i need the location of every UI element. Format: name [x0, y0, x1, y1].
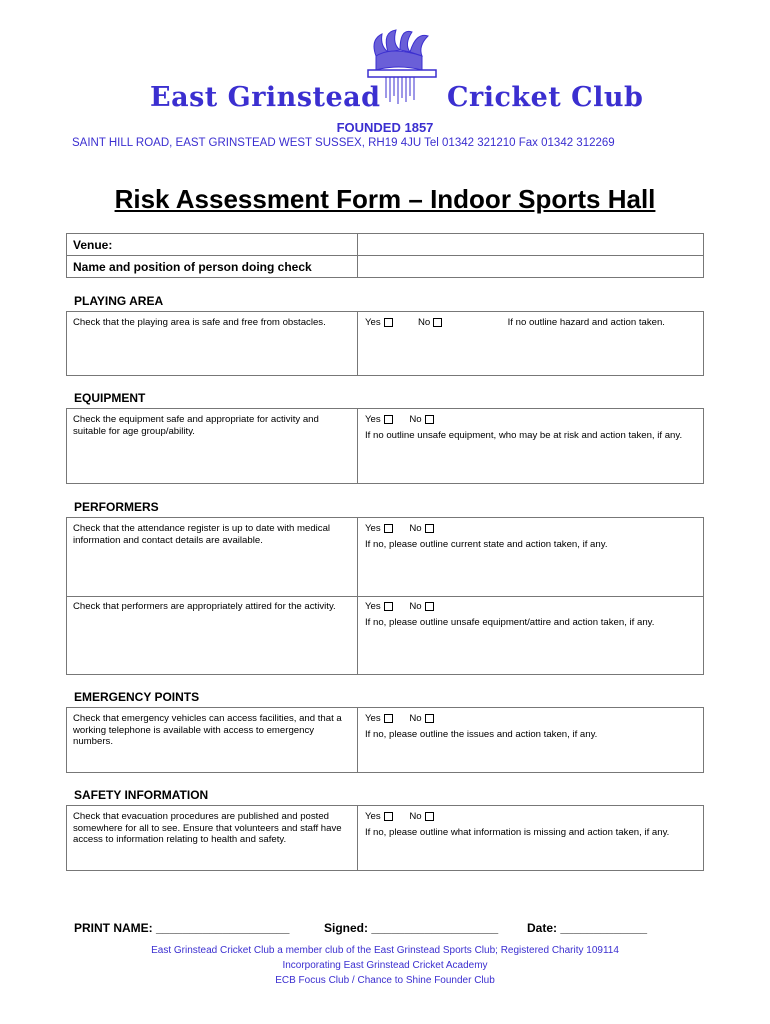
- no-label: No: [409, 523, 422, 534]
- date-field[interactable]: Date: _____________: [527, 921, 648, 935]
- no-label: No: [409, 414, 422, 425]
- yes-checkbox[interactable]: [384, 812, 393, 821]
- yes-label: Yes: [365, 713, 381, 724]
- section-heading-playing-area: PLAYING AREA: [74, 294, 164, 308]
- venue-field[interactable]: [358, 234, 704, 256]
- no-label: No: [409, 713, 422, 724]
- emergency-box: [66, 707, 704, 773]
- performers-question-1: Check that the attendance register is up to date with medical information and contact details are available.: [73, 523, 331, 546]
- emergency-note: If no, please outline the issues and action taken, if any.: [365, 728, 598, 740]
- venue-label: Venue:: [67, 234, 358, 256]
- yes-label: Yes: [365, 414, 381, 425]
- yes-checkbox[interactable]: [384, 714, 393, 723]
- performers-note-1: If no, please outline current state and action taken, if any.: [365, 538, 608, 550]
- section-heading-equipment: EQUIPMENT: [74, 391, 146, 405]
- performers-box: [66, 517, 704, 675]
- emergency-answer: [365, 713, 695, 740]
- club-address: SAINT HILL ROAD, EAST GRINSTEAD WEST SUSSEX, RH19 4JU Tel 01342 321210 Fax 01342 312269: [72, 137, 615, 149]
- yes-label: Yes: [365, 601, 381, 612]
- playing-area-question: Check that the playing area is safe and free from obstacles.: [73, 317, 326, 328]
- club-crest-logo: [362, 26, 442, 106]
- no-checkbox[interactable]: [425, 602, 434, 611]
- yes-checkbox[interactable]: [384, 602, 393, 611]
- section-heading-emergency: EMERGENCY POINTS: [74, 690, 200, 704]
- performers-note-2: If no, please outline unsafe equipment/attire and action taken, if any.: [365, 616, 655, 628]
- no-checkbox[interactable]: [425, 415, 434, 424]
- performers-question-2: Check that performers are appropriately attired for the activity.: [73, 601, 336, 612]
- yes-label: Yes: [365, 811, 381, 822]
- section-heading-safety: SAFETY INFORMATION: [74, 788, 209, 802]
- footer-line-2: Incorporating East Grinstead Cricket Academy: [282, 960, 488, 971]
- footer-line-3: ECB Focus Club / Chance to Shine Founder Club: [275, 975, 495, 986]
- signed-field[interactable]: Signed: ___________________: [324, 921, 499, 935]
- founded-year: FOUNDED 1857: [336, 120, 434, 135]
- playing-area-box: [66, 311, 704, 376]
- equipment-answer: [365, 414, 695, 441]
- page-title: Risk Assessment Form – Indoor Sports Hall: [114, 184, 656, 214]
- yes-label: Yes: [365, 523, 381, 534]
- no-label: No: [409, 601, 422, 612]
- print-name-field[interactable]: PRINT NAME: ____________________: [74, 921, 290, 935]
- no-checkbox[interactable]: [425, 812, 434, 821]
- yes-checkbox[interactable]: [384, 318, 393, 327]
- section-heading-performers: PERFORMERS: [74, 500, 159, 514]
- performers-answer-1: [365, 523, 695, 550]
- playing-area-note: If no outline hazard and action taken.: [507, 317, 665, 328]
- equipment-note: If no outline unsafe equipment, who may be at risk and action taken, if any.: [365, 429, 683, 441]
- equipment-box: [66, 408, 704, 484]
- playing-area-answer: [365, 317, 695, 329]
- no-checkbox[interactable]: [433, 318, 442, 327]
- safety-note: If no, please outline what information is missing and action taken, if any.: [365, 826, 670, 838]
- emergency-question: Check that emergency vehicles can access facilities, and that a working telephone is available with access to emergency numbers.: [73, 713, 342, 748]
- performers-answer-2: [365, 601, 695, 628]
- person-field[interactable]: [358, 256, 704, 278]
- club-name-left: East Grinstead: [150, 82, 381, 113]
- no-checkbox[interactable]: [425, 714, 434, 723]
- yes-label: Yes: [365, 317, 381, 328]
- no-label: No: [418, 317, 431, 328]
- safety-question: Check that evacuation procedures are published and posted somewhere for all to see. Ensure that volunteers and staff have access to information relating to health and safety.: [73, 811, 342, 846]
- person-label: Name and position of person doing check: [67, 256, 358, 278]
- venue-table: [66, 233, 704, 278]
- no-checkbox[interactable]: [425, 524, 434, 533]
- safety-box: [66, 805, 704, 871]
- no-label: No: [409, 811, 422, 822]
- safety-answer: [365, 811, 695, 838]
- yes-checkbox[interactable]: [384, 524, 393, 533]
- club-name-right: Cricket Club: [447, 82, 644, 113]
- footer-line-1: East Grinstead Cricket Club a member club of the East Grinstead Sports Club; Registered Charity 109114: [151, 945, 619, 956]
- yes-checkbox[interactable]: [384, 415, 393, 424]
- equipment-question: Check the equipment safe and appropriate for activity and suitable for age group/ability.: [73, 414, 319, 437]
